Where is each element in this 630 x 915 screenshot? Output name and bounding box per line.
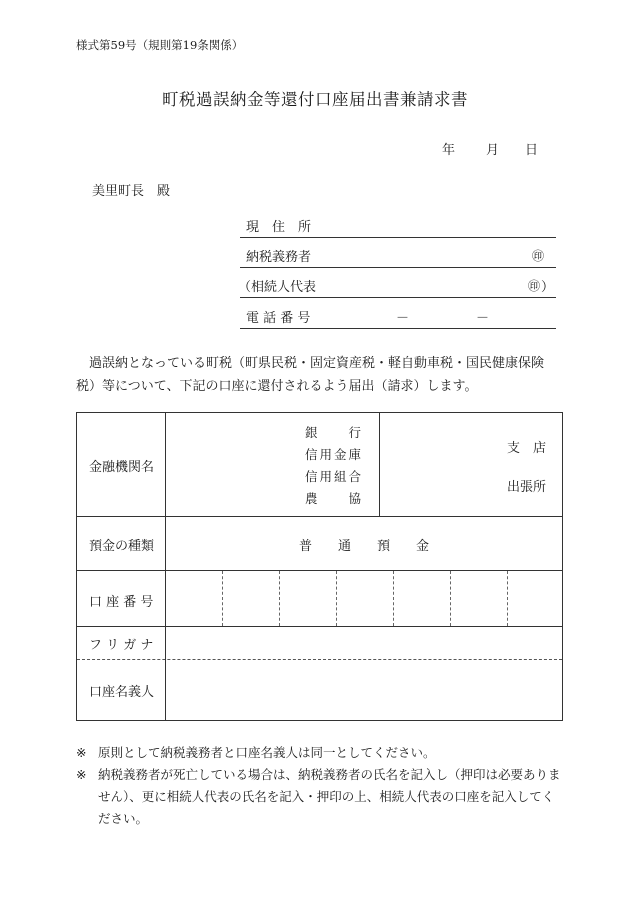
note-text: 原則として納税義務者と口座名義人は同一としてください。 [98,745,436,760]
note-item [76,764,566,830]
bank-type-option[interactable]: 農協 [305,491,361,506]
account-holder-label: 口座名義人 [89,685,155,700]
row-divider [77,626,562,627]
account-number-label: 口 座 番 号 [89,595,154,610]
document-title: 町税過誤納金等還付口座届出書兼請求書 [162,90,468,109]
column-divider [379,413,380,516]
addressee: 美里町長 殿 [92,184,171,199]
note-item [76,742,566,764]
heir-label: （相続人代表 [238,280,317,295]
bank-label: 金融機関名 [89,460,155,475]
deposit-type-label: 預金の種類 [89,539,155,554]
furigana-label: フ リ ガ ナ [89,638,154,653]
bank-type-option[interactable]: 銀行 [305,425,361,440]
seal-mark: ㊞ [531,249,544,263]
phone-separator: － [396,311,410,326]
note-text: 納税義務者が死亡している場合は、納税義務者の氏名を記入し（押印は必要ありません）、更に相続人代表の氏名を記入・押印の上、相続人代表の口座を記入してください。 [98,767,561,826]
heir-close-paren: ） [540,280,554,295]
account-table [76,412,563,721]
bank-type-list [305,422,361,510]
digit-divider [450,571,451,626]
digit-divider [507,571,508,626]
digit-divider [393,571,394,626]
intro-text: 過誤納となっている町税（町県民税・固定資産税・軽自動車税・国民健康保険税）等について、下記の口座に還付されるよう届出（請求）します。 [76,356,545,394]
phone-separator: － [476,311,490,326]
note-mark: ※ [76,767,87,782]
row-divider [77,570,562,571]
row-divider [77,659,562,660]
date-day-label: 日 [525,143,539,158]
bank-type-option[interactable]: 信用金庫 [305,447,361,462]
date-month-label: 月 [486,143,500,158]
sub-branch-label[interactable]: 出張所 [507,480,547,495]
heir-field[interactable] [240,276,556,298]
form-number: 様式第59号（規則第19条関係） [76,38,244,52]
date-year-label: 年 [442,143,456,158]
bank-type-option[interactable]: 信用組合 [305,469,361,484]
digit-divider [222,571,223,626]
phone-field[interactable] [240,307,556,329]
address-field[interactable] [240,216,556,238]
branch-label[interactable]: 支 店 [507,441,547,456]
column-divider [165,413,166,720]
seal-mark: ㊞ [527,279,540,293]
taxpayer-field[interactable] [240,246,556,268]
digit-divider [336,571,337,626]
address-label: 現 住 所 [246,220,312,235]
row-divider [77,516,562,517]
phone-label: 電 話 番 号 [246,311,311,326]
digit-divider [279,571,280,626]
taxpayer-label: 納税義務者 [246,250,312,265]
deposit-type-value: 普 通 預 金 [299,539,430,554]
notes [76,742,566,830]
note-mark: ※ [76,745,87,760]
